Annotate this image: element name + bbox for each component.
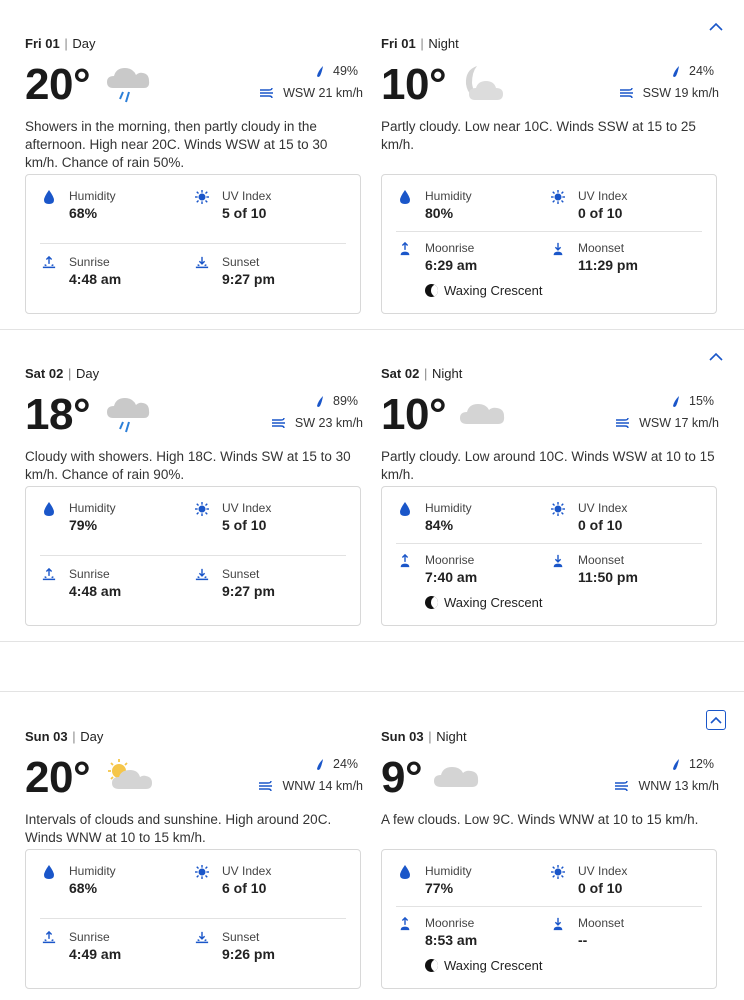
date-label: Fri 01 — [381, 36, 416, 51]
moonrise-cell — [398, 241, 548, 281]
sunset-value: 9:27 pm — [222, 583, 275, 599]
sunrise-icon — [42, 930, 56, 946]
waxing-crescent-moon-icon — [425, 959, 438, 972]
night-details-card — [381, 174, 717, 314]
precip-icon — [315, 395, 325, 408]
forecast-day-fri-01 — [0, 0, 744, 330]
day-details-card — [25, 849, 361, 989]
precip-wind-stats — [271, 390, 363, 434]
cloud-icon — [457, 394, 509, 436]
wind-icon — [258, 780, 274, 792]
uv-label: UV Index — [578, 501, 628, 515]
wind-value: WSW 17 km/h — [639, 416, 719, 430]
divider — [40, 555, 346, 556]
date-label: Sat 02 — [25, 366, 64, 381]
uv-value: 0 of 10 — [578, 205, 623, 221]
period-label: Fri 01 | Day — [25, 36, 96, 51]
moonrise-value: 6:29 am — [425, 257, 478, 273]
uv-value: 5 of 10 — [222, 517, 267, 533]
day-details-card — [25, 174, 361, 314]
precip-value: 49% — [333, 64, 359, 78]
sunset-label: Sunset — [222, 567, 260, 581]
wind-icon — [614, 780, 630, 792]
moonset-icon — [551, 916, 565, 932]
waxing-crescent-moon-icon — [425, 596, 438, 609]
uv-sun-icon — [195, 501, 209, 517]
sunset-cell — [195, 567, 345, 607]
moonset-value: -- — [578, 932, 588, 948]
precip-wind-stats — [258, 753, 363, 797]
sunrise-label: Sunrise — [69, 567, 110, 581]
sunrise-cell — [42, 255, 192, 295]
precip-icon — [671, 65, 681, 78]
forecast-description: Showers in the morning, then partly cloudy in the afternoon. High near 20C. Winds WSW at 15 to 30 km/h. Chance of rain 50%. — [25, 119, 328, 170]
forecast-day-sat-02 — [0, 330, 744, 642]
night-details-card — [381, 849, 717, 989]
uv-label: UV Index — [222, 864, 272, 878]
precip-icon — [671, 758, 681, 771]
uv-sun-icon — [195, 189, 209, 205]
divider — [40, 243, 346, 244]
precip-value: 89% — [333, 394, 359, 408]
sunset-cell — [195, 255, 345, 295]
moonset-cell — [551, 553, 701, 593]
humidity-value: 77% — [425, 880, 454, 896]
divider — [396, 231, 702, 232]
forecast-description: Intervals of clouds and sunshine. High around 20C. Winds WNW at 10 to 15 km/h. — [25, 812, 332, 845]
sunset-icon — [195, 930, 209, 946]
humidity-value: 80% — [425, 205, 454, 221]
humidity-label: Humidity — [425, 864, 472, 878]
humidity-drop-icon — [42, 189, 56, 205]
wind-icon — [615, 417, 631, 429]
humidity-label: Humidity — [69, 189, 116, 203]
divider — [396, 543, 702, 544]
moonset-cell — [551, 916, 701, 956]
uv-sun-icon — [195, 864, 209, 880]
moonset-value: 11:50 pm — [578, 569, 638, 585]
moonrise-label: Moonrise — [425, 916, 475, 930]
humidity-cell — [42, 189, 192, 229]
date-label: Sun 03 — [381, 729, 424, 744]
moonrise-icon — [398, 553, 412, 569]
sun-cloud-icon — [103, 757, 155, 799]
moonset-icon — [551, 241, 565, 257]
divider — [40, 918, 346, 919]
forecast-description: Partly cloudy. Low around 10C. Winds WSW at 10 to 15 km/h. — [381, 449, 715, 482]
humidity-value: 68% — [69, 880, 98, 896]
precip-wind-stats — [615, 390, 719, 434]
precip-wind-stats — [619, 60, 719, 104]
period-name: Night — [431, 366, 463, 381]
precip-icon — [315, 758, 325, 771]
sunset-value: 9:26 pm — [222, 946, 275, 962]
period-name: Day — [80, 729, 104, 744]
moon-phase — [425, 958, 543, 973]
moon-cloud-icon — [457, 64, 509, 106]
sunrise-value: 4:48 am — [69, 583, 122, 599]
showers-cloud-icon — [103, 394, 155, 436]
moonrise-cell — [398, 553, 548, 593]
moonrise-icon — [398, 916, 412, 932]
moon-phase-label: Waxing Crescent — [444, 595, 543, 610]
uv-value: 0 of 10 — [578, 517, 623, 533]
moon-phase-label: Waxing Crescent — [444, 958, 543, 973]
sunset-label: Sunset — [222, 255, 260, 269]
sunset-value: 9:27 pm — [222, 271, 275, 287]
moonrise-value: 8:53 am — [425, 932, 478, 948]
sunrise-cell — [42, 567, 192, 607]
uv-label: UV Index — [578, 189, 628, 203]
precip-icon — [671, 395, 681, 408]
wind-icon — [619, 87, 635, 99]
moonset-value: 11:29 pm — [578, 257, 638, 273]
humidity-drop-icon — [398, 189, 412, 205]
humidity-value: 79% — [69, 517, 98, 533]
moon-phase — [425, 283, 543, 298]
period-name: Day — [75, 366, 100, 381]
humidity-drop-icon — [398, 864, 412, 880]
uv-label: UV Index — [578, 864, 628, 878]
sunrise-icon — [42, 567, 56, 583]
period-label: Sat 02 | Night — [381, 366, 463, 381]
day-forecast — [25, 729, 363, 962]
precip-wind-stats — [614, 753, 719, 797]
moonrise-cell — [398, 916, 548, 956]
temperature: 10° — [381, 60, 447, 109]
day-forecast — [25, 36, 363, 287]
night-forecast — [381, 366, 719, 610]
wind-value: SW 23 km/h — [294, 416, 363, 430]
waxing-crescent-moon-icon — [425, 284, 438, 297]
humidity-value: 84% — [425, 517, 454, 533]
period-label: Sat 02 | Day — [25, 366, 100, 381]
humidity-cell — [398, 501, 548, 541]
uv-cell — [195, 189, 345, 229]
humidity-label: Humidity — [425, 189, 472, 203]
humidity-label: Humidity — [69, 864, 116, 878]
humidity-label: Humidity — [69, 501, 116, 515]
date-label: Sun 03 — [25, 729, 68, 744]
night-forecast — [381, 36, 719, 298]
sunrise-icon — [42, 255, 56, 271]
uv-cell — [551, 501, 701, 541]
humidity-drop-icon — [42, 501, 56, 517]
cloud-icon — [431, 757, 483, 799]
collapse-chevron-up-icon[interactable] — [706, 346, 726, 366]
uv-value: 6 of 10 — [222, 880, 267, 896]
collapse-chevron-up-icon[interactable] — [706, 16, 726, 36]
precip-value: 12% — [689, 757, 715, 771]
uv-cell — [195, 864, 345, 904]
precip-value: 24% — [689, 64, 715, 78]
sunrise-cell — [42, 930, 192, 970]
period-label: Sun 03 | Night — [381, 729, 467, 744]
uv-label: UV Index — [222, 501, 272, 515]
wind-value: WNW 14 km/h — [282, 779, 363, 793]
moon-phase-label: Waxing Crescent — [444, 283, 543, 298]
sunset-label: Sunset — [222, 930, 260, 944]
date-label: Sat 02 — [381, 366, 420, 381]
humidity-drop-icon — [398, 501, 412, 517]
period-name: Night — [436, 729, 467, 744]
precip-wind-stats — [259, 60, 363, 104]
uv-cell — [551, 189, 701, 229]
sunrise-value: 4:48 am — [69, 271, 122, 287]
moonset-label: Moonset — [578, 916, 625, 930]
uv-label: UV Index — [222, 189, 272, 203]
date-label: Fri 01 — [25, 36, 60, 51]
humidity-cell — [398, 189, 548, 229]
forecast-description: A few clouds. Low 9C. Winds WNW at 10 to 15 km/h. — [381, 812, 699, 827]
sunrise-label: Sunrise — [69, 930, 110, 944]
temperature: 18° — [25, 390, 91, 439]
moonset-cell — [551, 241, 701, 281]
humidity-cell — [42, 864, 192, 904]
wind-value: WNW 13 km/h — [638, 779, 719, 793]
moonrise-value: 7:40 am — [425, 569, 478, 585]
humidity-value: 68% — [69, 205, 98, 221]
moon-phase — [425, 595, 543, 610]
humidity-cell — [398, 864, 548, 904]
temperature: 20° — [25, 753, 91, 802]
sunrise-label: Sunrise — [69, 255, 110, 269]
precip-value: 15% — [689, 394, 715, 408]
moonset-label: Moonset — [578, 553, 625, 567]
showers-cloud-icon — [103, 64, 155, 106]
section-gap — [0, 643, 744, 691]
sunset-cell — [195, 930, 345, 970]
uv-sun-icon — [551, 501, 565, 517]
sunrise-value: 4:49 am — [69, 946, 122, 962]
humidity-label: Humidity — [425, 501, 472, 515]
uv-sun-icon — [551, 189, 565, 205]
period-label: Fri 01 | Night — [381, 36, 459, 51]
moonset-label: Moonset — [578, 241, 625, 255]
moonset-icon — [551, 553, 565, 569]
wind-icon — [271, 417, 287, 429]
day-details-card — [25, 486, 361, 626]
wind-icon — [259, 87, 275, 99]
uv-cell — [195, 501, 345, 541]
uv-cell — [551, 864, 701, 904]
sunset-icon — [195, 255, 209, 271]
temperature: 20° — [25, 60, 91, 109]
collapse-chevron-up-icon[interactable] — [706, 710, 726, 730]
moonrise-label: Moonrise — [425, 553, 475, 567]
wind-value: WSW 21 km/h — [283, 86, 363, 100]
humidity-drop-icon — [42, 864, 56, 880]
forecast-day-sun-03 — [0, 691, 744, 1000]
period-label: Sun 03 | Day — [25, 729, 104, 744]
precip-icon — [315, 65, 325, 78]
period-name: Night — [428, 36, 459, 51]
night-forecast — [381, 729, 719, 973]
uv-sun-icon — [551, 864, 565, 880]
divider — [396, 906, 702, 907]
night-details-card — [381, 486, 717, 626]
forecast-description: Cloudy with showers. High 18C. Winds SW at 15 to 30 km/h. Chance of rain 90%. — [25, 449, 351, 482]
wind-value: SSW 19 km/h — [642, 86, 719, 100]
uv-value: 5 of 10 — [222, 205, 267, 221]
temperature: 10° — [381, 390, 447, 439]
temperature: 9° — [381, 753, 423, 802]
forecast-description: Partly cloudy. Low near 10C. Winds SSW at 15 to 25 km/h. — [381, 119, 696, 152]
moonrise-icon — [398, 241, 412, 257]
humidity-cell — [42, 501, 192, 541]
uv-value: 0 of 10 — [578, 880, 623, 896]
period-name: Day — [72, 36, 96, 51]
precip-value: 24% — [333, 757, 359, 771]
sunset-icon — [195, 567, 209, 583]
day-forecast — [25, 366, 363, 599]
moonrise-label: Moonrise — [425, 241, 475, 255]
